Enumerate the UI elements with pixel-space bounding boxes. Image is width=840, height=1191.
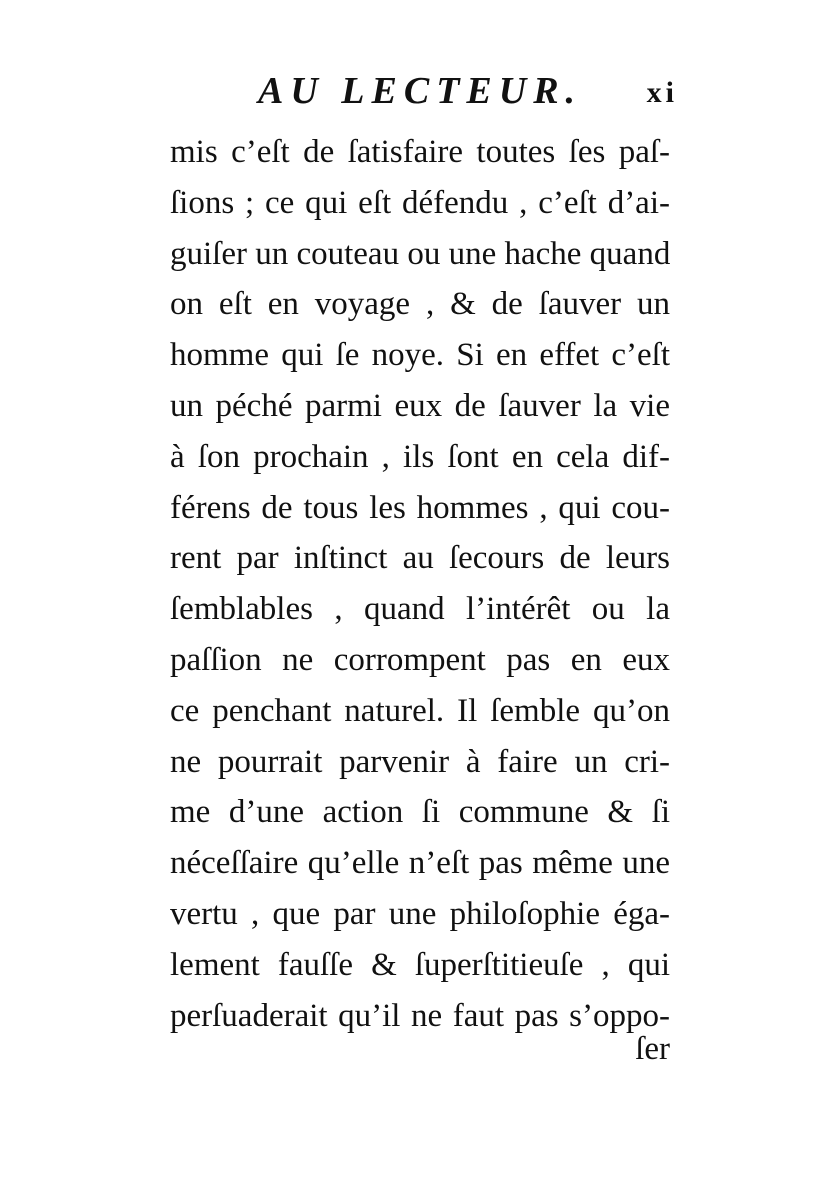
text-line: un péché parmi eux de ſauver la vie [170,387,670,424]
text-line: à ſon prochain , ils ſont en cela dif- [170,438,670,475]
text-line: paſſion ne corrompent pas en eux [170,641,670,678]
text-line: me d’une action ſi commune & ſi [170,794,670,831]
page-number: xi [646,76,678,109]
text-line: ſions ; ce qui eſt défendu , c’eſt d’ai- [170,184,670,221]
text-line: férens de tous les hommes , qui cou- [170,489,670,526]
text-line: ne pourrait parvenir à faire un cri- [170,743,670,780]
text-line: mis c’eſt de ſatisfaire toutes ſes paſ- [170,134,670,170]
text-line: vertu , que par une philoſophie éga- [170,895,670,932]
text-line: homme qui ſe noye. Si en effet c’eſt [170,337,670,374]
text-line: on eſt en voyage , & de ſauver un [170,286,670,323]
text-line: ſemblables , quand l’intérêt ou la [170,591,670,628]
body-text [170,127,670,1041]
running-head [258,66,678,116]
text-line: rent par inſtinct au ſecours de leurs [170,540,670,577]
text-line: guiſer un couteau ou une hache quand [170,235,671,272]
text-line: lement fauſſe & ſuperſtitieuſe , qui [170,946,670,983]
text-line: perſuaderait qu’il ne faut pas s’oppo- [170,997,670,1034]
running-title: AU LECTEUR. [258,70,583,112]
text-line: ce penchant naturel. Il ſemble qu’on [170,692,670,729]
text-line: néceſſaire qu’elle n’eſt pas même une [170,845,670,882]
catchword: ſer [635,1031,670,1067]
